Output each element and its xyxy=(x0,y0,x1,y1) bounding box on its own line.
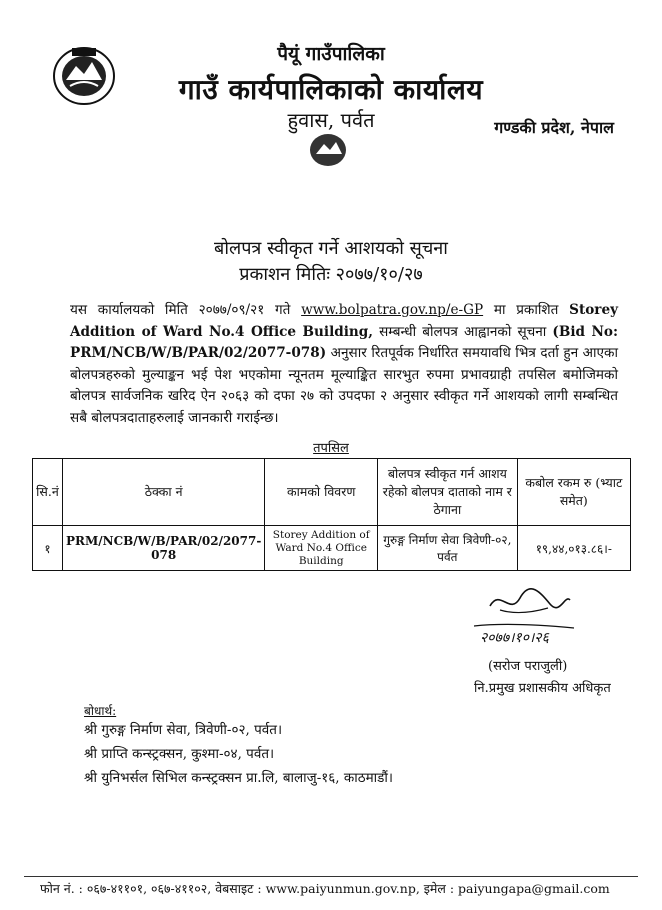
cc-label: बोधार्थ: xyxy=(84,704,117,718)
svg-text:२०७७।१०।२६: २०७७।१०।२६ xyxy=(480,630,549,646)
body-text-4: अनुसार रितपूर्वक निर्धारित समयावधि भित्र दर्ता हुन आएका बोलपत्रहरुको मुल्याङ्कन भई पेश भएकोमा न्यूनतम मूल्याङ्कित सारभुत रुपमा प्रभावग्राही तपसिल बमोजिमको बोलपत्र सार्वजनिक खरिद ऐन २०६३ को दफा २७ को उपदफा २ अनुसार स्वीकृत गर्ने आशयको लागी सम्बन्धित सबै बोलपत्रदाताहरुलाई जानकारी गराईन्छ। xyxy=(70,345,618,426)
footer-contact: फोन नं. : ०६७-४११०१, ०६७-४११०२, वेबसाइट : www.paiyunmun.gov.np, इमेल : paiyungapa@gmail.com xyxy=(40,881,610,896)
cell-work-description: Storey Addition of Ward No.4 Office Building xyxy=(265,526,378,571)
cell-sn: १ xyxy=(33,526,63,571)
publication-date: प्रकाशन मितिः २०७७/१०/२७ xyxy=(239,264,423,285)
col-header-sn: सि.नं xyxy=(33,459,63,526)
handwritten-signature xyxy=(470,586,580,650)
cell-bidder: गुरुङ्ग निर्माण सेवा त्रिवेणी-०२, पर्वत xyxy=(378,526,518,571)
cc-list xyxy=(84,718,393,790)
notice-body xyxy=(70,300,618,429)
cell-bid-amount: १९,४४,०१३.८६।- xyxy=(517,526,630,571)
office-name: गाउँ कार्यपालिकाको कार्यालय xyxy=(178,73,484,106)
col-header-contract-no: ठेक्का नं xyxy=(62,459,264,526)
body-text-3: सम्बन्धी बोलपत्र आह्वानको सूचना xyxy=(373,323,553,340)
col-header-work-description: कामको विवरण xyxy=(265,459,378,526)
seal-emblem-icon xyxy=(280,128,376,236)
office-location: हुवास, पर्वत xyxy=(287,108,375,132)
bid-number: (Bid No: PRM/NCB/W/B/PAR/02/2077-078) xyxy=(70,323,618,361)
signatory-title: नि.प्रमुख प्रशासकीय अधिकृत xyxy=(474,681,611,696)
egp-link[interactable]: www.bolpatra.gov.np/e-GP xyxy=(301,302,484,318)
notice-subject: बोलपत्र स्वीकृत गर्ने आशयको सूचना xyxy=(214,238,448,259)
cell-contract-no: PRM/NCB/W/B/PAR/02/2077-078 xyxy=(62,526,264,571)
details-label: तपसिल xyxy=(313,441,349,456)
award-table xyxy=(32,458,631,571)
body-text-1: यस कार्यालयको मिति २०७७/०९/२१ गते xyxy=(70,302,302,318)
project-name: Storey Addition of Ward No.4 Office Building, xyxy=(70,302,618,340)
col-header-bid-amount: कबोल रकम रु (भ्याट समेत) xyxy=(517,459,630,526)
province-label: गण्डकी प्रदेश, नेपाल xyxy=(494,118,614,137)
body-text-2: मा प्रकाशित xyxy=(483,302,570,318)
municipality-name: पैयूं गाउँपालिका xyxy=(277,43,385,65)
footer-divider xyxy=(24,876,638,877)
list-item: श्री प्राप्ति कन्स्ट्रक्सन, कुश्मा-०४, पर्वत। xyxy=(84,746,275,762)
table-row xyxy=(33,526,631,571)
table-header-row xyxy=(33,459,631,526)
list-item: श्री गुरुङ्ग निर्माण सेवा, त्रिवेणी-०२, पर्वत। xyxy=(84,722,283,738)
signatory-name: (सरोज पराजुली) xyxy=(488,659,568,674)
office-seal xyxy=(280,128,376,236)
col-header-bidder: बोलपत्र स्वीकृत गर्न आशय रहेको बोलपत्र दाताको नाम र ठेगाना xyxy=(378,459,518,526)
list-item: श्री युनिभर्सल सिभिल कन्स्ट्रक्सन प्रा.लि, बालाजु-१६, काठमाडौं। xyxy=(84,770,393,786)
